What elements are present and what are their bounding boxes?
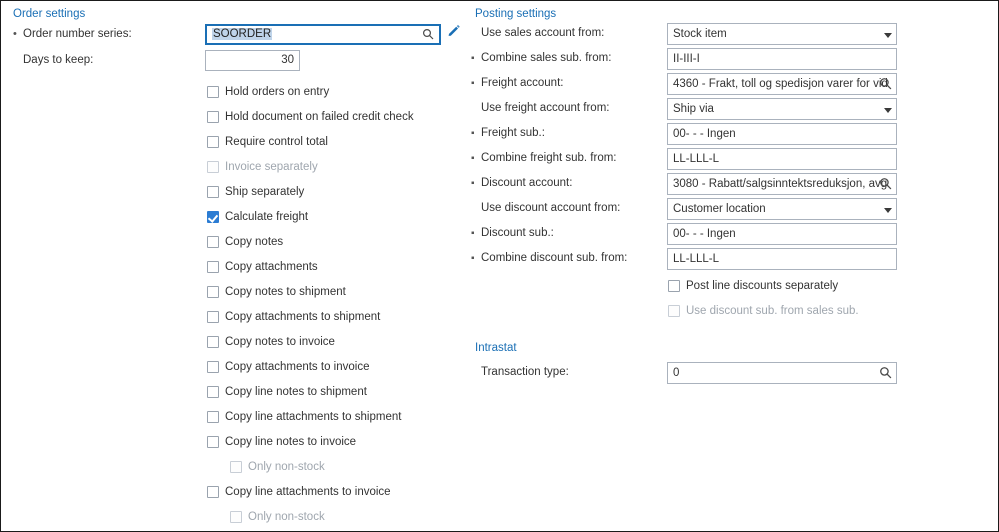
order-settings-title: Order settings bbox=[13, 8, 86, 20]
field-value: LL-LLL-L bbox=[673, 153, 720, 165]
dropdown-value: Customer location bbox=[673, 203, 766, 215]
checkbox-box[interactable] bbox=[207, 186, 219, 198]
dropdown-value: Stock item bbox=[673, 28, 727, 40]
magnifier-icon[interactable] bbox=[422, 28, 436, 43]
checkbox-post-line-discounts-separately[interactable] bbox=[469, 274, 998, 299]
days-to-keep-row bbox=[1, 48, 469, 76]
field-value: 3080 - Rabatt/salgsinntektsreduksjon, avg bbox=[673, 178, 888, 190]
checkbox-box bbox=[230, 461, 242, 473]
checkbox-label: Only non-stock bbox=[248, 511, 325, 523]
freight-account-row bbox=[469, 71, 998, 96]
checkbox-invoice-separately bbox=[1, 155, 469, 180]
checkbox-label: Copy notes bbox=[225, 236, 284, 248]
use-freight-account-from-row bbox=[469, 96, 998, 121]
discount-account-label: ▪ Discount account: bbox=[481, 171, 572, 196]
checkbox-box[interactable] bbox=[207, 436, 219, 448]
use-freight-account-from-label: Use freight account from: bbox=[481, 102, 610, 114]
checkbox-box[interactable] bbox=[668, 280, 680, 292]
checkbox-box[interactable] bbox=[207, 86, 219, 98]
use-discount-account-from-label: Use discount account from: bbox=[481, 202, 621, 214]
transaction-type-row bbox=[469, 360, 998, 385]
checkbox-box[interactable] bbox=[207, 486, 219, 498]
freight-account-input[interactable] bbox=[667, 73, 897, 95]
checkbox-box[interactable] bbox=[207, 261, 219, 273]
checkbox-label: Post line discounts separately bbox=[686, 280, 839, 292]
checkbox-label: Only non-stock bbox=[248, 461, 325, 473]
order-settings-checkbox-list bbox=[1, 80, 469, 530]
checkbox-label: Ship separately bbox=[225, 186, 305, 198]
combine-sales-sub-from-label: ▪ Combine sales sub. from: bbox=[481, 46, 611, 71]
order-number-series-label: • Order number series: bbox=[23, 22, 132, 47]
freight-sub-input[interactable] bbox=[667, 123, 897, 145]
field-value: LL-LLL-L bbox=[673, 253, 720, 265]
field-value: 00- - - Ingen bbox=[673, 128, 736, 140]
checkbox-label: Hold document on failed credit check bbox=[225, 111, 414, 123]
days-to-keep-label: Days to keep: bbox=[23, 54, 94, 66]
days-to-keep-input[interactable]: 30 bbox=[205, 50, 300, 71]
combine-freight-sub-from-input[interactable] bbox=[667, 148, 897, 170]
checkbox-copy-notes-to-invoice[interactable] bbox=[1, 330, 469, 355]
checkbox-box[interactable] bbox=[207, 111, 219, 123]
discount-sub-row bbox=[469, 221, 998, 246]
field-value: 0 bbox=[673, 367, 680, 379]
checkbox-label: Copy line notes to shipment bbox=[225, 386, 367, 398]
checkbox-box[interactable] bbox=[207, 136, 219, 148]
discount-sub-label: ▪ Discount sub.: bbox=[481, 221, 554, 246]
combine-sales-sub-from-row bbox=[469, 46, 998, 71]
checkbox-use-discount-sub-from-sales-sub bbox=[469, 299, 998, 324]
checkbox-label: Copy attachments to invoice bbox=[225, 361, 370, 373]
discount-account-row bbox=[469, 171, 998, 196]
checkbox-label: Copy line notes to invoice bbox=[225, 436, 357, 448]
checkbox-box[interactable] bbox=[207, 386, 219, 398]
checkbox-box bbox=[668, 305, 680, 317]
combine-discount-sub-from-label: ▪ Combine discount sub. from: bbox=[481, 246, 627, 271]
chevron-down-icon[interactable] bbox=[884, 108, 892, 113]
pencil-icon[interactable] bbox=[447, 24, 461, 38]
checkbox-label: Copy notes to invoice bbox=[225, 336, 335, 348]
order-number-series-input[interactable] bbox=[205, 24, 441, 45]
magnifier-icon[interactable] bbox=[879, 77, 892, 90]
checkbox-hold-orders-on-entry[interactable] bbox=[1, 80, 469, 105]
checkbox-label: Use discount sub. from sales sub. bbox=[686, 305, 859, 317]
checkbox-copy-line-notes-to-invoice[interactable] bbox=[1, 430, 469, 455]
discount-account-input[interactable] bbox=[667, 173, 897, 195]
checkbox-calculate-freight[interactable] bbox=[1, 205, 469, 230]
combine-discount-sub-from-row bbox=[469, 246, 998, 271]
chevron-down-icon[interactable] bbox=[884, 33, 892, 38]
checkbox-label: Require control total bbox=[225, 136, 328, 148]
checkbox-copy-attachments-to-invoice[interactable] bbox=[1, 355, 469, 380]
combine-sales-sub-from-input[interactable] bbox=[667, 48, 897, 70]
use-sales-account-from-row bbox=[469, 21, 998, 46]
order-number-series-value: SOORDER bbox=[213, 28, 272, 40]
checkbox-box[interactable] bbox=[207, 236, 219, 248]
checkbox-only-non-stock-attachments bbox=[1, 505, 469, 530]
combine-discount-sub-from-input[interactable] bbox=[667, 248, 897, 270]
checkbox-label: Copy notes to shipment bbox=[225, 286, 346, 298]
checkbox-label: Invoice separately bbox=[225, 161, 318, 173]
field-value: 4360 - Frakt, toll og spedisjon varer for vid bbox=[673, 78, 888, 90]
checkbox-box[interactable] bbox=[207, 311, 219, 323]
magnifier-icon[interactable] bbox=[879, 366, 892, 379]
checkbox-copy-line-attachments-to-invoice[interactable] bbox=[1, 480, 469, 505]
checkbox-label: Copy attachments to shipment bbox=[225, 311, 381, 323]
checkbox-box bbox=[230, 511, 242, 523]
combine-freight-sub-from-row bbox=[469, 146, 998, 171]
checkbox-copy-line-notes-to-shipment[interactable] bbox=[1, 380, 469, 405]
checkbox-copy-attachments-to-shipment[interactable] bbox=[1, 305, 469, 330]
transaction-type-label: Transaction type: bbox=[481, 366, 569, 378]
checkbox-box bbox=[207, 161, 219, 173]
checkbox-copy-line-attachments-to-shipment[interactable] bbox=[1, 405, 469, 430]
use-freight-account-from-dropdown[interactable] bbox=[667, 98, 897, 120]
posting-settings-column bbox=[469, 1, 998, 385]
settings-body bbox=[1, 1, 998, 531]
checkbox-require-control-total[interactable] bbox=[1, 130, 469, 155]
use-sales-account-from-dropdown[interactable] bbox=[667, 23, 897, 45]
use-sales-account-from-label: Use sales account from: bbox=[481, 27, 605, 39]
checkbox-box[interactable] bbox=[207, 211, 219, 223]
intrastat-title: Intrastat bbox=[475, 342, 517, 354]
discount-sub-input[interactable] bbox=[667, 223, 897, 245]
checkbox-hold-document-failed-credit-check[interactable] bbox=[1, 105, 469, 130]
checkbox-copy-notes[interactable] bbox=[1, 230, 469, 255]
magnifier-icon[interactable] bbox=[879, 177, 892, 190]
checkbox-label: Copy line attachments to shipment bbox=[225, 411, 402, 423]
order-settings-column bbox=[1, 1, 469, 530]
checkbox-label: Calculate freight bbox=[225, 211, 309, 223]
use-discount-account-from-row bbox=[469, 196, 998, 221]
checkbox-box[interactable] bbox=[207, 411, 219, 423]
posting-settings-title: Posting settings bbox=[475, 8, 557, 20]
use-discount-account-from-dropdown[interactable] bbox=[667, 198, 897, 220]
checkbox-ship-separately[interactable] bbox=[1, 180, 469, 205]
checkbox-label: Copy line attachments to invoice bbox=[225, 486, 391, 498]
field-value: 00- - - Ingen bbox=[673, 228, 736, 240]
freight-sub-label: ▪ Freight sub.: bbox=[481, 121, 545, 146]
transaction-type-input[interactable] bbox=[667, 362, 897, 384]
checkbox-copy-notes-to-shipment[interactable] bbox=[1, 280, 469, 305]
dropdown-value: Ship via bbox=[673, 103, 714, 115]
checkbox-box[interactable] bbox=[207, 361, 219, 373]
checkbox-label: Hold orders on entry bbox=[225, 86, 330, 98]
checkbox-only-non-stock-notes bbox=[1, 455, 469, 480]
freight-account-label: ▪ Freight account: bbox=[481, 71, 563, 96]
field-value: II-III-I bbox=[673, 53, 700, 65]
checkbox-box[interactable] bbox=[207, 286, 219, 298]
checkbox-box[interactable] bbox=[207, 336, 219, 348]
order-number-series-row bbox=[1, 21, 469, 48]
checkbox-label: Copy attachments bbox=[225, 261, 318, 273]
freight-sub-row bbox=[469, 121, 998, 146]
combine-freight-sub-from-label: ▪ Combine freight sub. from: bbox=[481, 146, 617, 171]
chevron-down-icon[interactable] bbox=[884, 208, 892, 213]
checkbox-copy-attachments[interactable] bbox=[1, 255, 469, 280]
